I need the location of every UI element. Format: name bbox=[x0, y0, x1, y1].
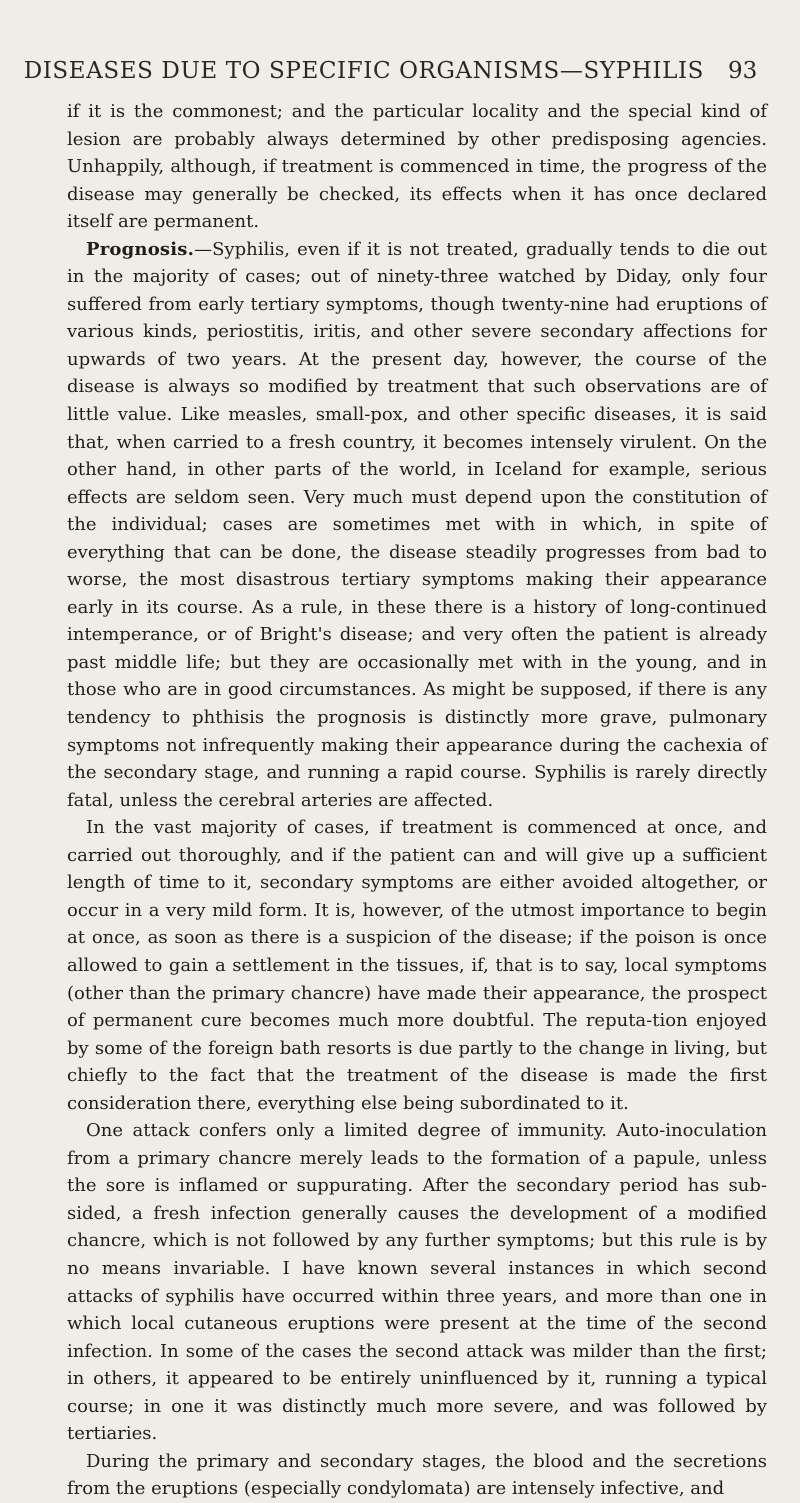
running-title: DISEASES DUE TO SPECIFIC ORGANISMS—SYPHILIS bbox=[23, 58, 704, 84]
running-head bbox=[0, 58, 800, 84]
paragraph-continuation: if it is the commonest; and the particular locality and the special kind of lesion are probably always determined by other predisposing agencies. Unhappily, although, if treatment is commenced in time, the progress of the disease may generally be checked, its effects when it has once declared itself are permanent. bbox=[67, 101, 767, 233]
paragraph-immunity: One attack confers only a limited degree of immunity. Auto-inoculation from a primary chancre merely leads to the formation of a papule, unless the sore is inflamed or suppurating. After the secondary period has sub-sided, a fresh infection generally causes the development of a modified chancre, which is not followed by any further symptoms; but this rule is by no means invariable. I have known several instances in which second attacks of syphilis have occurred within three years, and more than one in which local cutaneous eruptions were present at the time of the second infection. In some of the cases the second attack was milder than the first; in others, it appeared to be entirely uninfluenced by it, running a typical course; in one it was distinctly much more severe, and was followed by tertiaries. bbox=[67, 1120, 767, 1445]
page-number: 93 bbox=[728, 58, 758, 84]
paragraph-infectivity: During the primary and secondary stages, the blood and the secretions from the eruptions (especially condylomata) are intensely infective, and bbox=[67, 1450, 767, 1500]
prognosis-heading: Prognosis. bbox=[86, 238, 195, 260]
body-text bbox=[67, 98, 767, 1503]
paragraph-treatment: In the vast majority of cases, if treatment is commenced at once, and carried out thoroughly, and if the patient can and will give up a sufficient length of time to it, secondary symptoms are either avoided altogether, or occur in a very mild form. It is, however, of the utmost importance to begin at once, as soon as there is a suspicion of the disease; if the poison is once allowed to gain a settlement in the tissues, if, that is to say, local symptoms (other than the primary chancre) have made their appearance, the prospect of permanent cure becomes much more doubtful. The reputa-tion enjoyed by some of the foreign bath resorts is due partly to the change in living, but chiefly to the fact that the treatment of the disease is made the first consideration there, everything else being subordinated to it. bbox=[67, 817, 767, 1114]
prognosis-text: —Syphilis, even if it is not treated, gradually tends to die out in the majority of cases; out of ninety-three watched by Diday, only four suffered from early tertiary symptoms, though twenty-nine had eruptions of various kinds, periostitis, iritis, and other severe secondary affections for upwards of two years. At the present day, however, the course of the disease is always so modified by treatment that such observations are of little value. Like measles, small-pox, and other specific diseases, it is said that, when carried to a fresh country, it becomes intensely virulent. On the other hand, in other parts of the world, in Iceland for example, serious effects are seldom seen. Very much must depend upon the constitution of the individual; cases are sometimes met with in which, in spite of everything that can be done, the disease steadily progresses from bad to worse, the most disastrous tertiary symptoms making their appearance early in its course. As a rule, in these there is a history of long-continued intemperance, or of Bright's disease; and very often the patient is already past middle life; but they are occasionally met with in the young, and in those who are in good circumstances. As might be supposed, if there is any tendency to phthisis the prognosis is distinctly more grave, pulmonary symptoms not infrequently making their appearance during the cachexia of the secondary stage, and running a rapid course. Syphilis is rarely directly fatal, unless the cerebral arteries are affected. bbox=[67, 238, 767, 811]
paragraph-prognosis bbox=[67, 236, 767, 814]
